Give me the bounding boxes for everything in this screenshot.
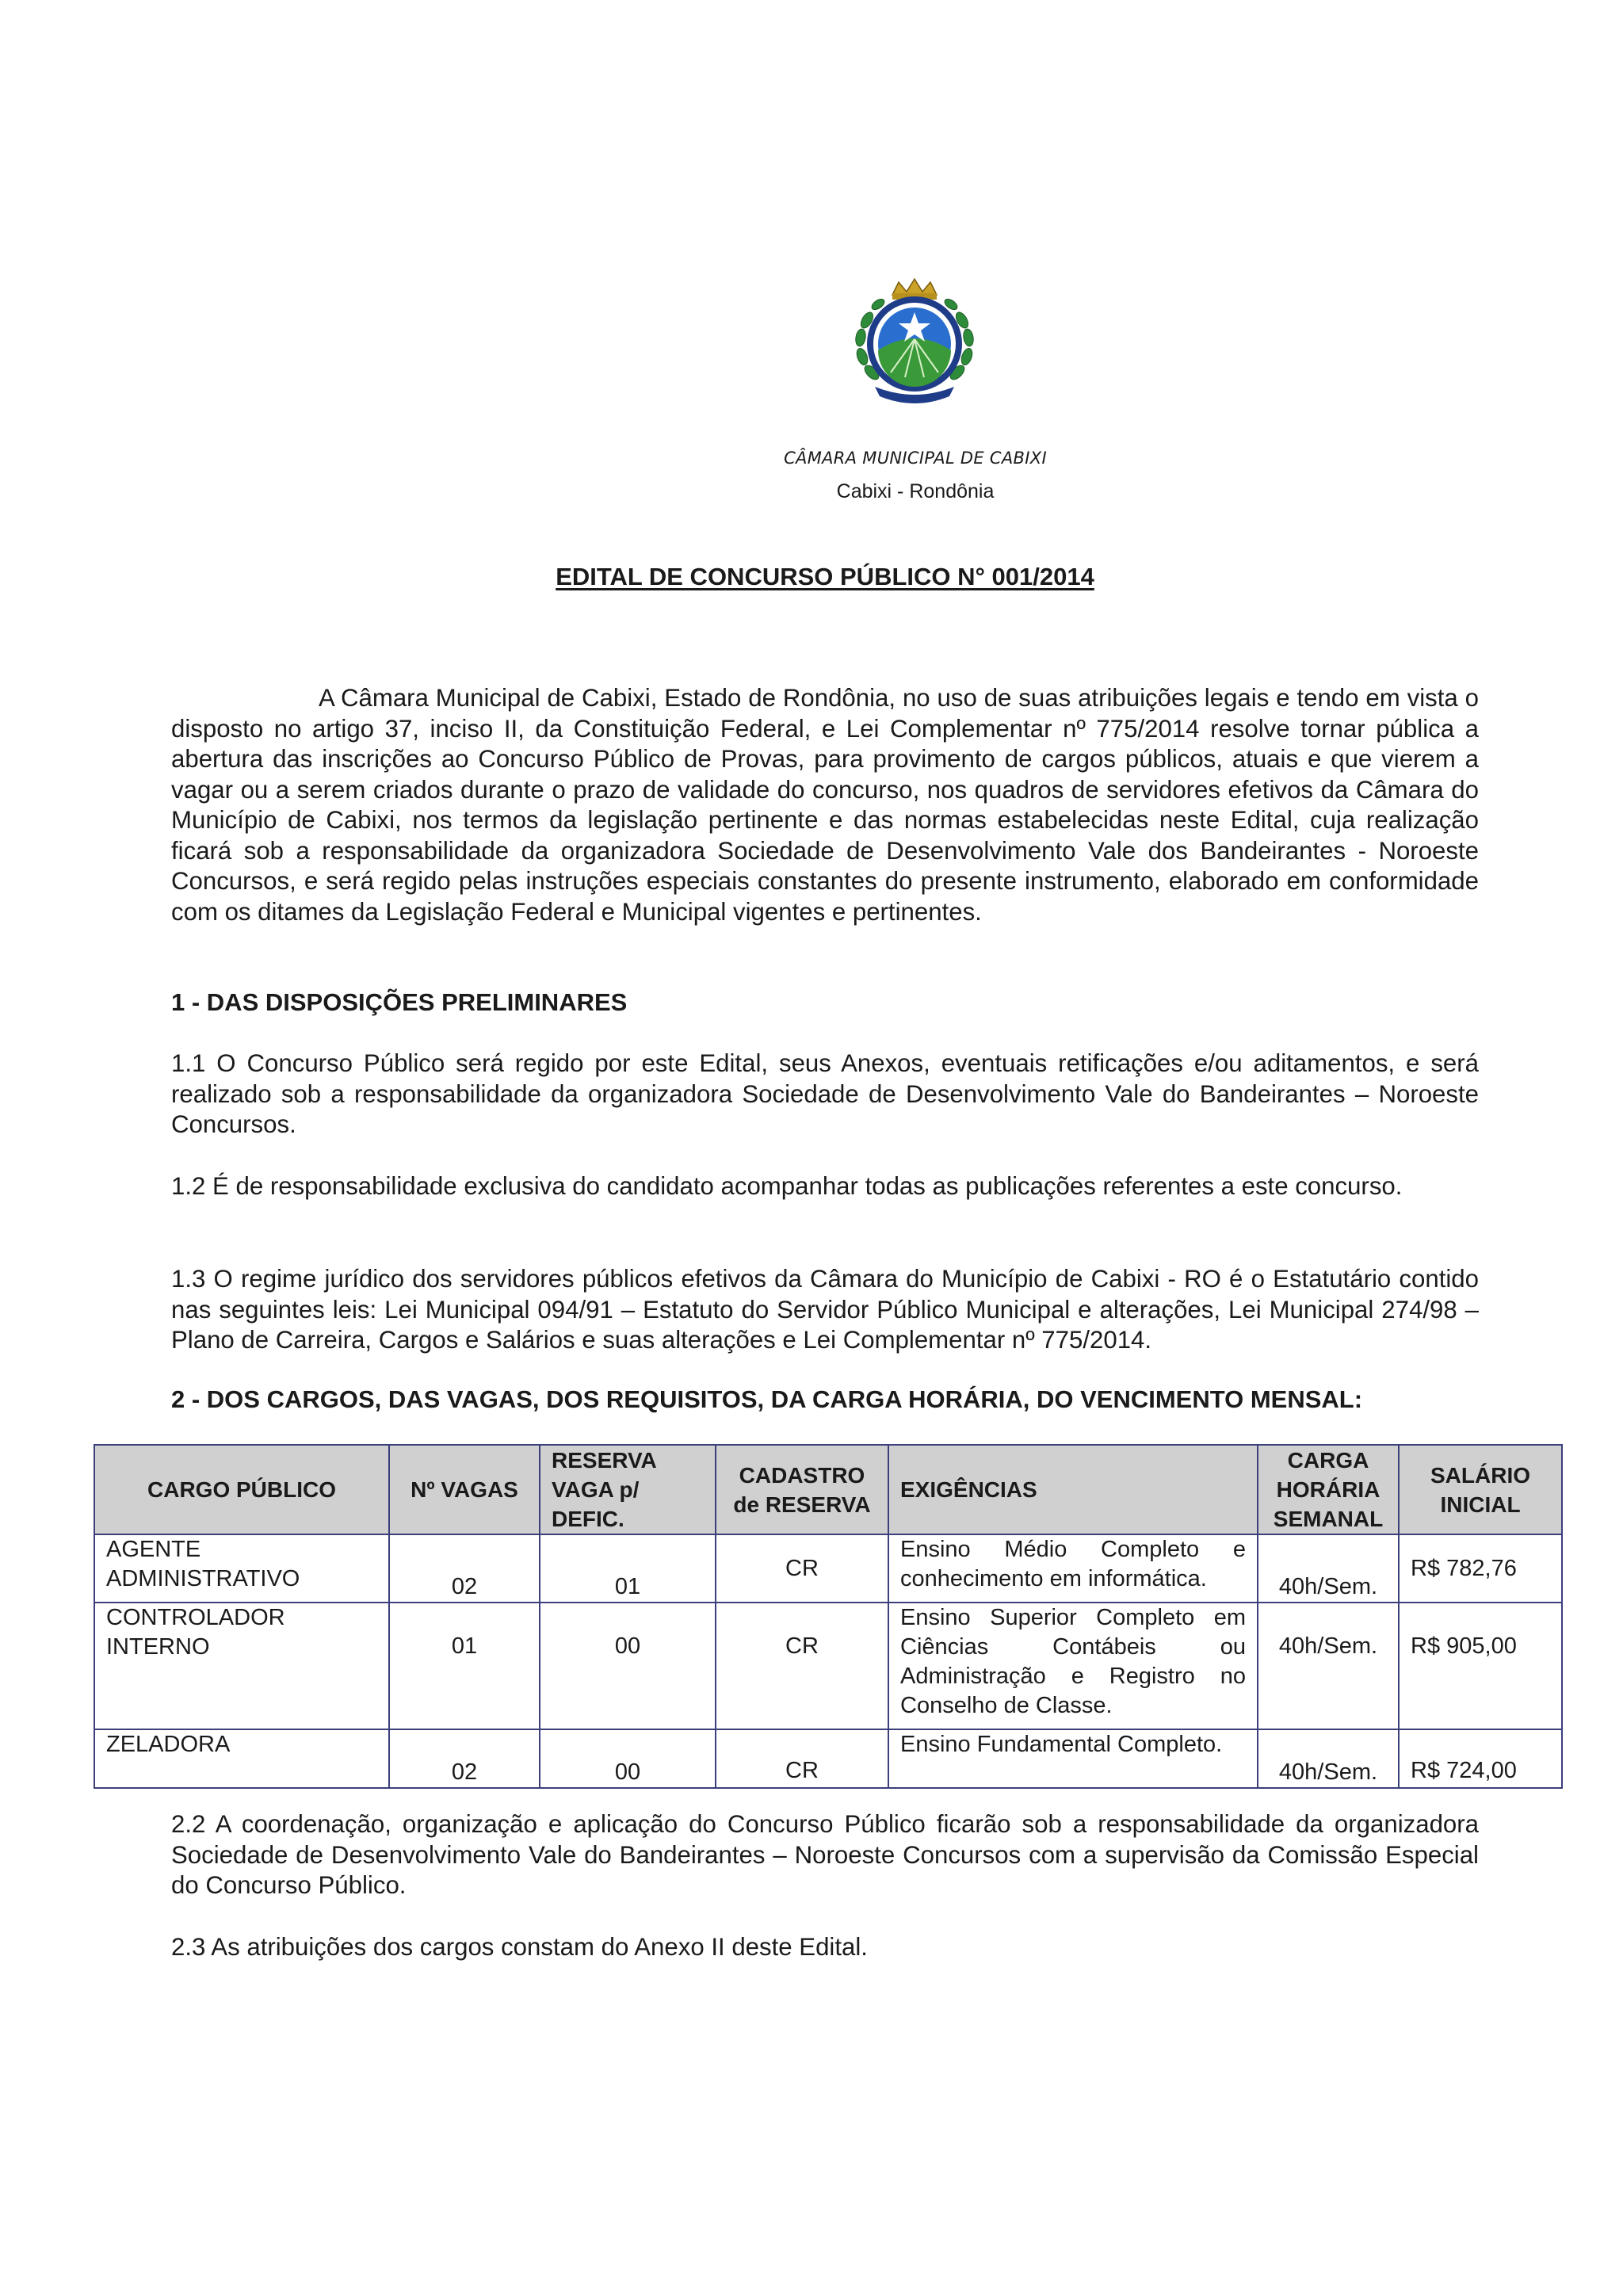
- organization-name: CÂMARA MUNICIPAL DE CABIXI: [784, 449, 1047, 468]
- col-header-cargo: CARGO PÚBLICO: [94, 1445, 389, 1534]
- cell-salario: R$ 782,76: [1399, 1534, 1562, 1603]
- section-1-heading: 1 - DAS DISPOSIÇÕES PRELIMINARES: [171, 988, 628, 1016]
- positions-table: [94, 1444, 1563, 1789]
- table-row: [94, 1603, 1562, 1729]
- cell-carga: 40h/Sem.: [1258, 1729, 1399, 1788]
- organization-city: Cabixi - Rondônia: [836, 480, 995, 502]
- col-header-reserva: RESERVA VAGA p/ DEFIC.: [540, 1445, 716, 1534]
- cell-salario: R$ 724,00: [1399, 1729, 1562, 1788]
- cell-reserva: 00: [540, 1603, 716, 1729]
- col-header-exigencias: EXIGÊNCIAS: [888, 1445, 1258, 1534]
- cell-cadastro: CR: [716, 1603, 888, 1729]
- cell-cargo: CONTROLADOR INTERNO: [94, 1603, 389, 1729]
- municipal-seal-logo: [843, 271, 986, 414]
- cell-exigencias: Ensino Superior Completo em Ciências Contábeis ou Administração e Registro no Conselho de Classe.: [888, 1603, 1258, 1729]
- cell-vagas: 01: [389, 1603, 540, 1729]
- document-title: EDITAL DE CONCURSO PÚBLICO N° 001/2014: [556, 563, 1094, 590]
- cell-exigencias: Ensino Médio Completo e conhecimento em informática.: [888, 1534, 1258, 1603]
- paragraph-1-1: 1.1 O Concurso Público será regido por este Edital, seus Anexos, eventuais retificações e/ou aditamentos, e será realizado sob a responsabilidade da organizadora Sociedade de Desenvolvimento Vale do Bandeirantes – Noroeste Concursos.: [171, 1049, 1479, 1138]
- paragraph-2-3: 2.3 As atribuições dos cargos constam do Anexo II deste Edital.: [171, 1933, 868, 1961]
- col-header-cadastro: CADASTRO de RESERVA: [716, 1445, 888, 1534]
- col-header-vagas: Nº VAGAS: [389, 1445, 540, 1534]
- col-header-salario: SALÁRIO INICIAL: [1399, 1445, 1562, 1534]
- table-header-row: [94, 1445, 1562, 1534]
- table-row: [94, 1534, 1562, 1603]
- paragraph-1-2: 1.2 É de responsabilidade exclusiva do candidato acompanhar todas as publicações referentes a este concurso.: [171, 1172, 1403, 1200]
- cell-reserva: 00: [540, 1729, 716, 1788]
- col-header-carga: CARGA HORÁRIA SEMANAL: [1258, 1445, 1399, 1534]
- cell-carga: 40h/Sem.: [1258, 1534, 1399, 1603]
- cell-salario: R$ 905,00: [1399, 1603, 1562, 1729]
- cell-reserva: 01: [540, 1534, 716, 1603]
- paragraph-2-2: 2.2 A coordenação, organização e aplicação do Concurso Público ficarão sob a responsabilidade da organizadora Sociedade de Desenvolvimento Vale do Bandeirantes – Noroeste Concursos com a supervisão da Comissão Especial do Concurso Público.: [171, 1810, 1479, 1899]
- cell-carga: 40h/Sem.: [1258, 1603, 1399, 1729]
- paragraph-1-3: 1.3 O regime jurídico dos servidores públicos efetivos da Câmara do Município de Cabixi - RO é o Estatutário contido nas seguintes leis: Lei Municipal 094/91 – Estatuto do Servidor Público Municipal e alterações, Lei Municipal 274/98 – Plano de Carreira, Cargos e Salários e suas alterações e Lei Complementar nº 775/2014.: [171, 1265, 1479, 1354]
- cell-cargo: ZELADORA: [94, 1729, 389, 1788]
- cell-vagas: 02: [389, 1534, 540, 1603]
- cell-vagas: 02: [389, 1729, 540, 1788]
- cell-cadastro: CR: [716, 1729, 888, 1788]
- cell-cadastro: CR: [716, 1534, 888, 1603]
- intro-paragraph: A Câmara Municipal de Cabixi, Estado de Rondônia, no uso de suas atribuições legais e tendo em vista o disposto no artigo 37, inciso II, da Constituição Federal, e Lei Complementar nº 775/2014 resolve tornar pública a abertura das inscrições ao Concurso Público de Provas, para provimento de cargos públicos, atuais e que vierem a vagar ou a serem criados durante o prazo de validade do concurso, nos quadros de servidores efetivos da Câmara do Município de Cabixi, nos termos da legislação pertinente e das normas estabelecidas neste Edital, cuja realização ficará sob a responsabilidade da organizadora Sociedade de Desenvolvimento Vale dos Bandeirantes - Noroeste Concursos, e será regido pelas instruções especiais constantes do presente instrumento, elaborado em conformidade com os ditames da Legislação Federal e Municipal vigentes e pertinentes.: [171, 684, 1479, 926]
- section-2-heading: 2 - DOS CARGOS, DAS VAGAS, DOS REQUISITOS, DA CARGA HORÁRIA, DO VENCIMENTO MENSAL:: [171, 1385, 1363, 1413]
- cell-cargo: AGENTE ADMINISTRATIVO: [94, 1534, 389, 1603]
- cell-exigencias: Ensino Fundamental Completo.: [888, 1729, 1258, 1788]
- table-row: [94, 1729, 1562, 1788]
